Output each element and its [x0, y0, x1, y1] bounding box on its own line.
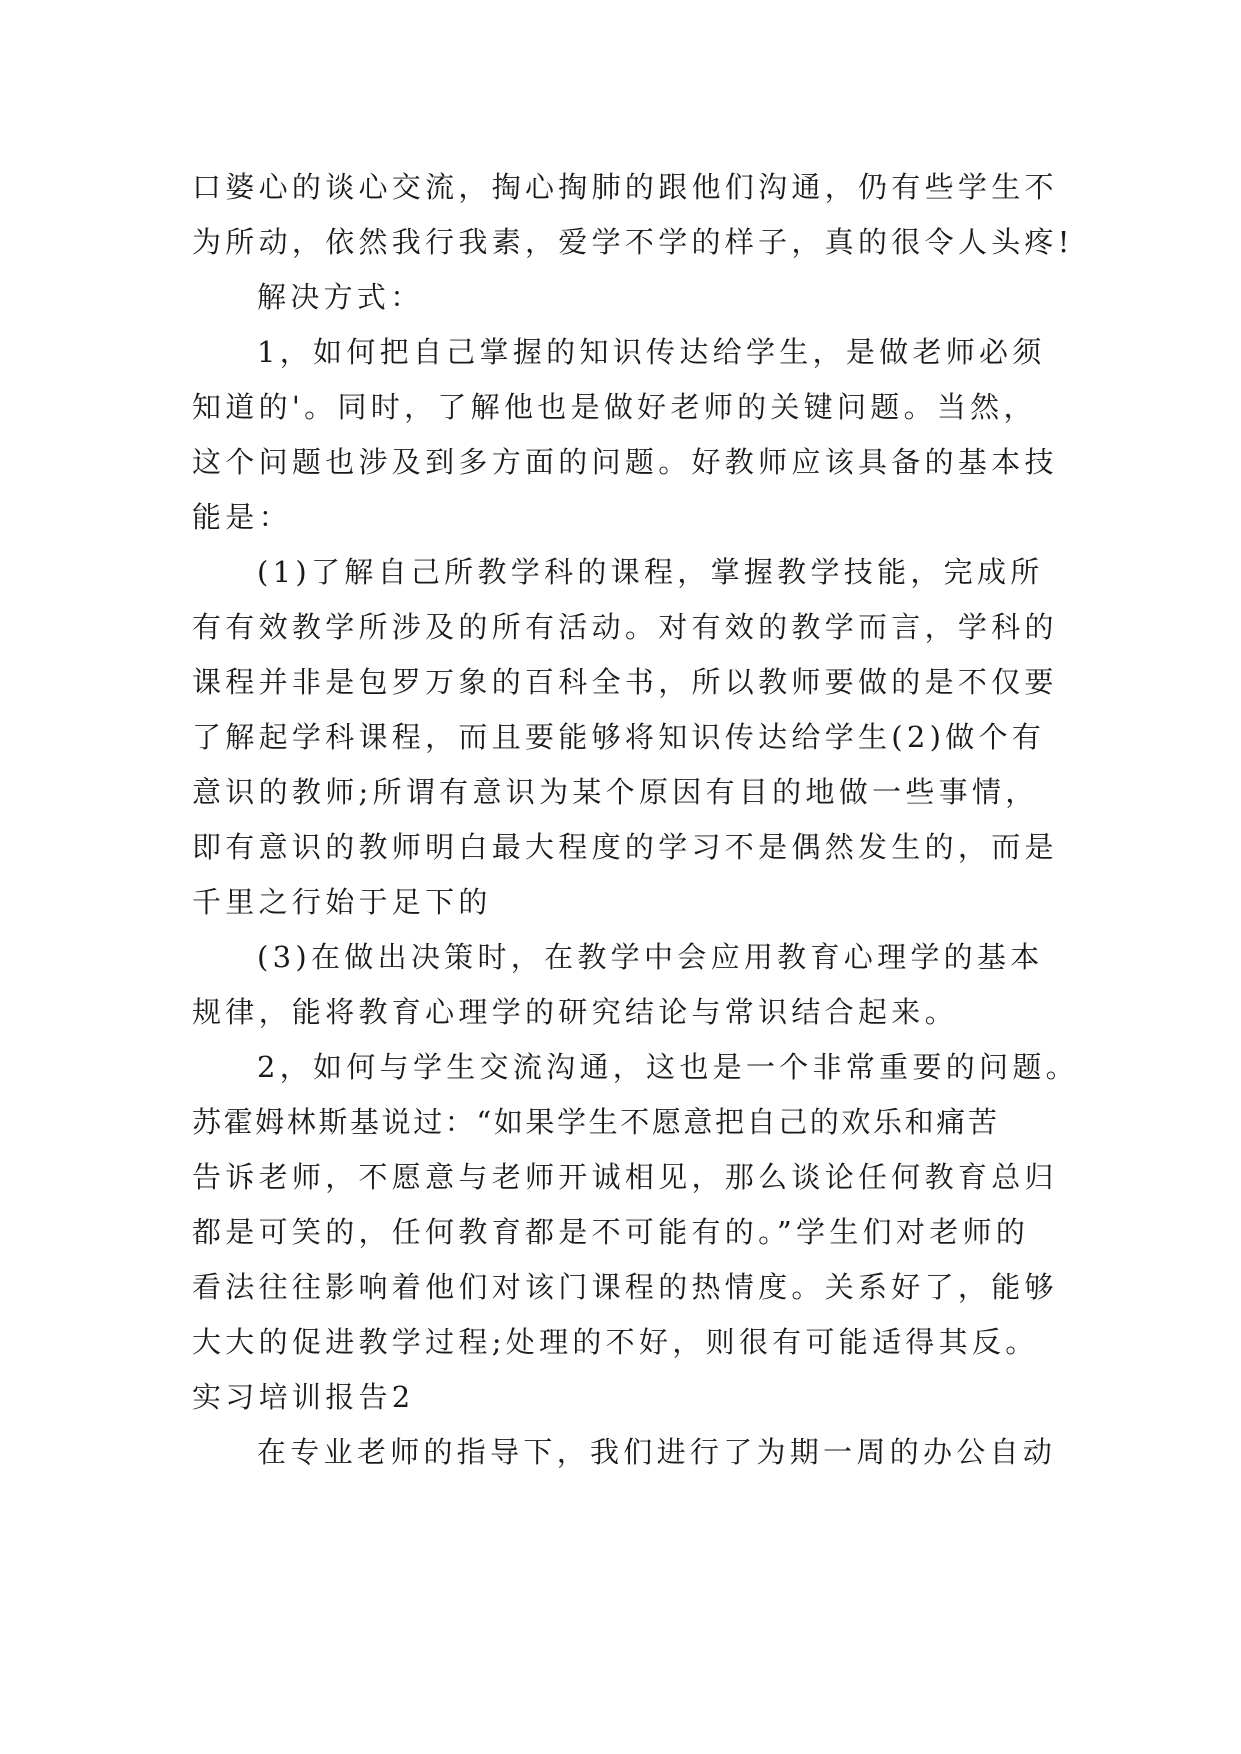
text-line: (3)在做出决策时，在教学中会应用教育心理学的基本 [257, 940, 1044, 974]
text-line: 了解起学科课程，而且要能够将知识传达给学生(2)做个有 [192, 720, 1046, 754]
text-line: 口婆心的谈心交流，掏心掏肺的跟他们沟通，仍有些学生不 [192, 170, 1058, 204]
text-line: 有有效教学所涉及的所有活动。对有效的教学而言，学科的 [192, 610, 1058, 644]
text-line: 这个问题也涉及到多方面的问题。好教师应该具备的基本技 [192, 445, 1058, 479]
text-line: 解决方式： [257, 280, 424, 314]
text-line: 即有意识的教师明白最大程度的学习不是偶然发生的，而是 [192, 830, 1058, 864]
section-heading: 实习培训报告2 [192, 1380, 415, 1414]
text-line: 都是可笑的，任何教育都是不可能有的。”学生们对老师的 [192, 1215, 1030, 1249]
text-line: 2，如何与学生交流沟通，这也是一个非常重要的问题。 [257, 1050, 1079, 1084]
text-line: 知道的'。同时，了解他也是做好老师的关键问题。当然， [192, 390, 1037, 424]
text-line: 千里之行始于足下的 [192, 885, 492, 919]
text-line: 意识的教师;所谓有意识为某个原因有目的地做一些事情， [192, 775, 1039, 809]
text-line: 在专业老师的指导下，我们进行了为期一周的办公自动 [257, 1435, 1057, 1469]
text-line: 能是： [192, 500, 292, 534]
text-line: (1)了解自己所教学科的课程，掌握教学技能，完成所 [257, 555, 1044, 589]
text-line: 规律，能将教育心理学的研究结论与常识结合起来。 [192, 995, 958, 1029]
text-line: 为所动，依然我行我素，爱学不学的样子，真的很令人头疼! [192, 225, 1074, 259]
text-line: 课程并非是包罗万象的百科全书，所以教师要做的是不仅要 [192, 665, 1058, 699]
text-line: 大大的促进教学过程;处理的不好，则很有可能适得其反。 [192, 1325, 1039, 1359]
text-line: 1，如何把自己掌握的知识传达给学生，是做老师必须 [257, 335, 1046, 369]
text-line: 苏霍姆林斯基说过：“如果学生不愿意把自己的欢乐和痛苦 [192, 1105, 1000, 1139]
document-body [192, 160, 1079, 1480]
text-line: 看法往往影响着他们对该门课程的热情度。关系好了，能够 [192, 1270, 1058, 1304]
text-line: 告诉老师，不愿意与老师开诚相见，那么谈论任何教育总归 [192, 1160, 1058, 1194]
